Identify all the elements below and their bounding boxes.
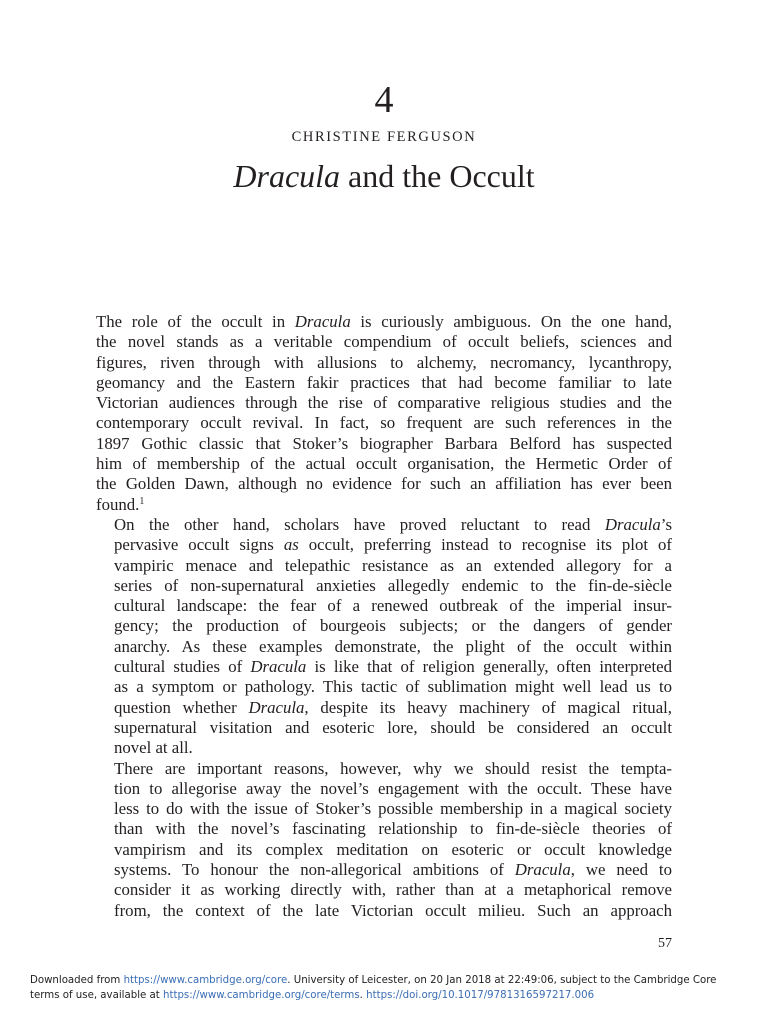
text-segment: cultural studies of bbox=[114, 657, 251, 677]
text-segment: There are important reasons, however, why we should resist the tempta- bbox=[114, 758, 672, 778]
text-segment: , we need to bbox=[570, 860, 672, 880]
footnote-ref[interactable]: 1 bbox=[139, 495, 145, 507]
text-line bbox=[96, 515, 672, 535]
text-line bbox=[96, 312, 672, 332]
footer-link-terms[interactable]: https://www.cambridge.org/core/terms bbox=[163, 990, 360, 1001]
text-line bbox=[96, 799, 672, 819]
text-line bbox=[96, 596, 672, 616]
text-segment: pervasive occult signs bbox=[114, 535, 284, 555]
text-segment: occult, preferring instead to recognise its plot of bbox=[298, 535, 672, 555]
footer-link-doi[interactable]: https://doi.org/10.1017/9781316597217.006 bbox=[366, 990, 595, 1001]
text-line bbox=[96, 677, 672, 697]
text-segment: him of membership of the actual occult organisation, the Hermetic Order of bbox=[96, 454, 672, 474]
footer-text: . University of Leicester, on 20 Jan 2018 at 22:49:06, subject to the Cambridge Core bbox=[287, 975, 717, 986]
body-paragraph bbox=[96, 759, 672, 921]
footer-line-1 bbox=[30, 973, 750, 988]
body-paragraph bbox=[96, 312, 672, 515]
text-line bbox=[96, 901, 672, 921]
italic-text: Dracula bbox=[248, 697, 305, 717]
download-footer bbox=[30, 973, 750, 1003]
text-segment: systems. To honour the non-allegorical ambitions of bbox=[114, 860, 515, 880]
body-text bbox=[96, 312, 672, 921]
text-line bbox=[96, 576, 672, 596]
italic-text: Dracula bbox=[294, 312, 351, 331]
text-line bbox=[96, 657, 672, 677]
text-segment: as a symptom or pathology. This tactic of sublimation might well lead us to bbox=[114, 677, 672, 697]
page-number: 57 bbox=[658, 936, 672, 951]
text-line bbox=[96, 880, 672, 900]
footer-link-core[interactable]: https://www.cambridge.org/core bbox=[123, 975, 288, 986]
text-line bbox=[96, 413, 672, 433]
text-segment: from, the context of the late Victorian occult milieu. Such an approach bbox=[114, 900, 672, 920]
footer-text: Downloaded from bbox=[30, 975, 124, 986]
text-line bbox=[96, 698, 672, 718]
footer-line-2 bbox=[30, 988, 750, 1003]
text-segment: the Golden Dawn, although no evidence for such an affiliation has ever been bbox=[96, 474, 672, 494]
text-segment: tion to allegorise away the novel’s engagement with the occult. These have bbox=[114, 778, 672, 798]
text-segment: vampiric menace and telepathic resistance as an extended allegory for a bbox=[114, 555, 672, 575]
chapter-number: 4 bbox=[374, 79, 394, 121]
text-segment: is curiously ambiguous. On the one hand, bbox=[350, 312, 672, 331]
chapter-title-rest: and the Occult bbox=[340, 158, 535, 194]
text-segment: the novel stands as a veritable compendium of occult beliefs, sciences and bbox=[96, 332, 672, 352]
text-line bbox=[96, 759, 672, 779]
text-segment: ’s bbox=[660, 514, 672, 534]
text-line bbox=[96, 637, 672, 657]
text-line bbox=[96, 616, 672, 636]
text-line bbox=[96, 474, 672, 494]
text-segment: than with the novel’s fascinating relationship to fin-de-siècle theories of bbox=[114, 819, 672, 839]
text-segment: 1897 Gothic classic that Stoker’s biographer Barbara Belford has suspected bbox=[96, 433, 672, 453]
text-segment: novel at all. bbox=[114, 738, 193, 758]
text-segment: contemporary occult revival. In fact, so frequent are such references in the bbox=[96, 413, 672, 433]
text-segment: found. bbox=[96, 494, 140, 514]
text-line bbox=[96, 353, 672, 373]
text-line bbox=[96, 373, 672, 393]
text-segment: , despite its heavy machinery of magical ritual, bbox=[304, 697, 672, 717]
text-segment: anarchy. As these examples demonstrate, the plight of the occult within bbox=[114, 636, 672, 656]
italic-text: Dracula bbox=[250, 657, 307, 677]
italic-text: Dracula bbox=[604, 514, 661, 534]
text-segment: series of non-supernatural anxieties allegedly endemic to the fin-de-siècle bbox=[114, 575, 672, 595]
chapter-title-italic: Dracula bbox=[233, 158, 341, 194]
text-line bbox=[96, 332, 672, 352]
text-segment: is like that of religion generally, often interpreted bbox=[306, 657, 673, 677]
text-segment: The role of the occult in bbox=[96, 312, 295, 331]
text-segment: Victorian audiences through the rise of comparative religious studies and the bbox=[96, 393, 672, 413]
text-line bbox=[96, 819, 672, 839]
text-segment: geomancy and the Eastern fakir practices that had become familiar to late bbox=[96, 372, 672, 392]
text-segment: figures, riven through with allusions to alchemy, necromancy, lycanthropy, bbox=[96, 352, 672, 372]
italic-text: as bbox=[283, 535, 299, 555]
footer-text: terms of use, available at bbox=[30, 990, 164, 1001]
text-segment: less to do with the issue of Stoker’s possible membership in a magical society bbox=[114, 799, 672, 819]
text-line bbox=[96, 718, 672, 738]
text-line bbox=[96, 393, 672, 413]
italic-text: Dracula bbox=[514, 860, 571, 880]
text-segment: question whether bbox=[114, 697, 249, 717]
text-line bbox=[96, 779, 672, 799]
text-segment: consider it as working directly with, rather than at a metaphorical remove bbox=[114, 880, 672, 900]
chapter-title bbox=[0, 156, 768, 196]
text-segment: supernatural visitation and esoteric lore, should be considered an occult bbox=[114, 717, 672, 737]
text-segment: gency; the production of bourgeois subjects; or the dangers of gender bbox=[114, 616, 672, 636]
text-line bbox=[96, 454, 672, 474]
text-line bbox=[96, 556, 672, 576]
text-segment: On the other hand, scholars have proved reluctant to read bbox=[114, 514, 605, 534]
text-line bbox=[96, 738, 672, 758]
body-paragraph bbox=[96, 515, 672, 759]
text-line bbox=[96, 860, 672, 880]
text-segment: cultural landscape: the fear of a renewed outbreak of the imperial insur- bbox=[114, 596, 672, 616]
text-segment: vampirism and its complex meditation on esoteric or occult knowledge bbox=[114, 839, 672, 859]
text-line bbox=[96, 535, 672, 555]
text-line bbox=[96, 840, 672, 860]
chapter-author: CHRISTINE FERGUSON bbox=[291, 129, 477, 145]
footer-text: . bbox=[359, 990, 367, 1001]
text-line bbox=[96, 495, 672, 515]
text-line bbox=[96, 434, 672, 454]
